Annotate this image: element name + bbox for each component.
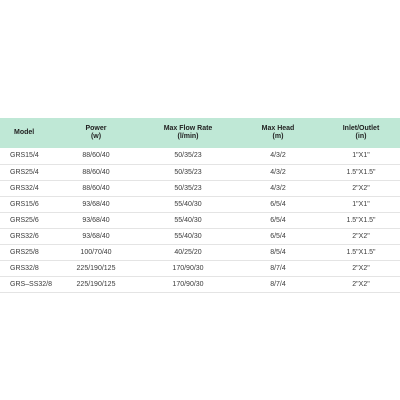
header-model [0, 118, 50, 148]
cell-model: GRS15/4 [10, 152, 39, 160]
table-row [0, 244, 400, 260]
header-head-unit: (m) [272, 133, 284, 140]
header-row [0, 118, 400, 148]
cell-head: 4/3/2 [270, 168, 286, 176]
cell-power: 93/68/40 [82, 216, 110, 224]
table-row [0, 212, 400, 228]
cell-flow: 50/35/23 [174, 168, 202, 176]
header-inlet-unit: (in) [355, 133, 367, 140]
cell-model: GRS32/4 [10, 184, 39, 192]
cell-model: GRS25/4 [10, 168, 39, 176]
table-row [0, 164, 400, 180]
header-flow-unit: (l/min) [177, 133, 199, 140]
cell-inlet: 2"X2" [352, 280, 370, 288]
cell-power: 225/190/125 [76, 280, 116, 288]
header-flow [142, 118, 234, 148]
cell-inlet: 1.5"X1.5" [346, 216, 376, 224]
cell-head: 6/5/4 [270, 216, 286, 224]
cell-model: GRS25/6 [10, 216, 39, 224]
cell-head: 8/7/4 [270, 280, 286, 288]
header-head-label: Max Head [261, 125, 295, 132]
header-power-unit: (w) [90, 133, 102, 140]
cell-head: 4/3/2 [270, 152, 286, 160]
header-model-label: Model [14, 129, 35, 136]
cell-model: GRS15/6 [10, 200, 39, 208]
cell-model: GRS25/8 [10, 248, 39, 256]
cell-head: 4/3/2 [270, 184, 286, 192]
table-row [0, 180, 400, 196]
cell-power: 225/190/125 [76, 264, 116, 272]
cell-inlet: 2"X2" [352, 184, 370, 192]
cell-power: 88/60/40 [82, 184, 110, 192]
cell-head: 6/5/4 [270, 200, 286, 208]
cell-flow: 170/90/30 [172, 280, 204, 288]
cell-flow: 55/40/30 [174, 200, 202, 208]
cell-flow: 55/40/30 [174, 232, 202, 240]
cell-flow: 50/35/23 [174, 184, 202, 192]
header-power [50, 118, 142, 148]
table-row [0, 228, 400, 244]
header-inlet [322, 118, 400, 148]
table-row [0, 148, 400, 164]
cell-power: 100/70/40 [80, 248, 112, 256]
cell-power: 93/68/40 [82, 232, 110, 240]
table-row [0, 196, 400, 212]
cell-model: GRS32/8 [10, 264, 39, 272]
cell-inlet: 1"X1" [352, 200, 370, 208]
cell-inlet: 1.5"X1.5" [346, 248, 376, 256]
cell-inlet: 2"X2" [352, 232, 370, 240]
cell-power: 88/60/40 [82, 168, 110, 176]
cell-power: 88/60/40 [82, 152, 110, 160]
cell-power: 93/68/40 [82, 200, 110, 208]
table-row [0, 276, 400, 292]
pump-spec-table [0, 118, 400, 293]
cell-flow: 40/25/20 [174, 248, 202, 256]
cell-inlet: 1.5"X1.5" [346, 168, 376, 176]
header-head [234, 118, 322, 148]
table-header [0, 118, 400, 148]
cell-inlet: 1"X1" [352, 152, 370, 160]
table-body [0, 148, 400, 292]
cell-flow: 170/90/30 [172, 264, 204, 272]
cell-model: GRS32/6 [10, 232, 39, 240]
cell-model: GRS–SS32/8 [10, 280, 53, 288]
cell-head: 8/5/4 [270, 248, 286, 256]
cell-head: 6/5/4 [270, 232, 286, 240]
cell-inlet: 2"X2" [352, 264, 370, 272]
table-row [0, 260, 400, 276]
header-inlet-label: Inlet/Outlet [342, 125, 380, 132]
cell-flow: 55/40/30 [174, 216, 202, 224]
cell-flow: 50/35/23 [174, 152, 202, 160]
header-flow-label: Max Flow Rate [163, 125, 213, 132]
cell-head: 8/7/4 [270, 264, 286, 272]
header-power-label: Power [85, 125, 107, 132]
